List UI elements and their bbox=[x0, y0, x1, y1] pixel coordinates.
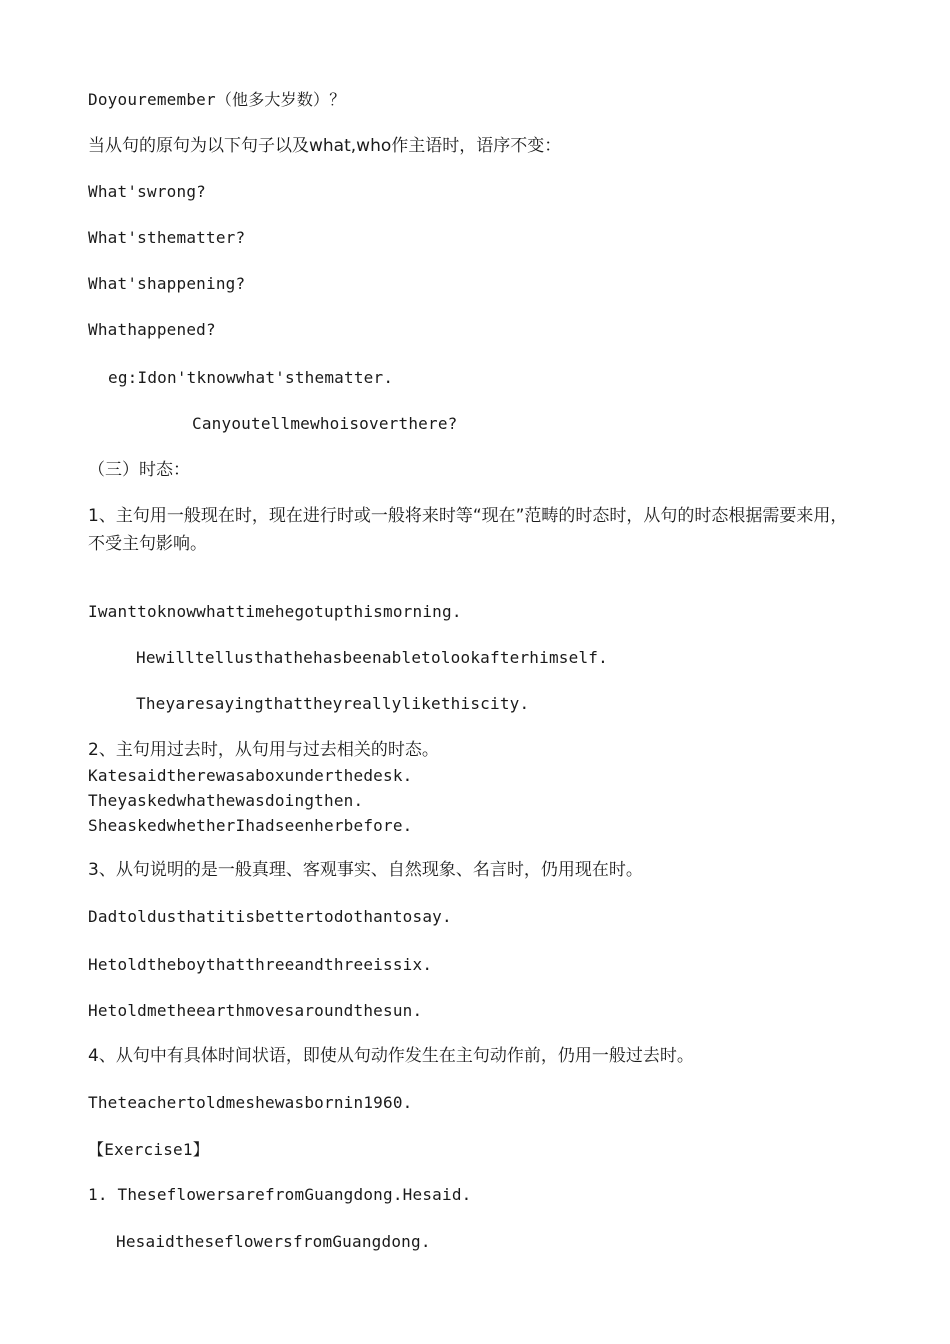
exercise-heading: 【Exercise1】 bbox=[88, 1140, 209, 1159]
example-sentence: What'shappening? bbox=[88, 274, 246, 293]
example-sentence: What'swrong? bbox=[88, 182, 206, 201]
section-heading: （三）时态： bbox=[88, 460, 190, 480]
text-line: Doyouremember（他多大岁数）？ bbox=[88, 90, 346, 109]
example-sentence: Dadtoldusthatitisbettertodothantosay. bbox=[88, 907, 452, 926]
exercise-answer: HesaidtheseflowersfromGuangdong. bbox=[116, 1232, 431, 1251]
example-sentence: SheaskedwhetherIhadseenherbefore. bbox=[88, 816, 413, 835]
rule-paragraph: 3、从句说明的是一般真理、客观事实、自然现象、名言时，仍用现在时。 bbox=[88, 860, 643, 880]
example-sentence: Theyaskedwhathewasdoingthen. bbox=[88, 791, 364, 810]
example-sentence: Whathappened? bbox=[88, 320, 216, 339]
rule-paragraph: 1、主句用一般现在时，现在进行时或一般将来时等“现在”范畴的时态时，从句的时态根据需要来用，不受主句影响。 bbox=[88, 506, 848, 554]
example-sentence: Hetoldmetheearthmovesaroundthesun. bbox=[88, 1001, 423, 1020]
example-sentence: What'sthematter? bbox=[88, 228, 246, 247]
example-sentence: Hewilltellusthathehasbeenabletolookafterhimself. bbox=[136, 648, 608, 667]
example-sentence: Canyoutellmewhoisoverthere? bbox=[192, 414, 458, 433]
example-sentence: Theyaresayingthattheyreallylikethiscity. bbox=[136, 694, 530, 713]
example-sentence: eg:Idon'tknowwhat'sthematter. bbox=[108, 368, 394, 387]
exercise-item: 1. TheseflowersarefromGuangdong.Hesaid. bbox=[88, 1185, 472, 1204]
rule-paragraph: 2、主句用过去时，从句用与过去相关的时态。 bbox=[88, 740, 439, 760]
text-line: 当从句的原句为以下句子以及what,who作主语时，语序不变： bbox=[88, 136, 562, 156]
rule-paragraph: 4、从句中有具体时间状语，即使从句动作发生在主句动作前，仍用一般过去时。 bbox=[88, 1046, 694, 1066]
example-sentence: Theteachertoldmeshewasbornin1960. bbox=[88, 1093, 413, 1112]
example-sentence: Iwanttoknowwhattimehegotupthismorning. bbox=[88, 602, 462, 621]
example-sentence: Katesaidtherewasaboxunderthedesk. bbox=[88, 766, 413, 785]
example-sentence: Hetoldtheboythatthreeandthreeissix. bbox=[88, 955, 433, 974]
